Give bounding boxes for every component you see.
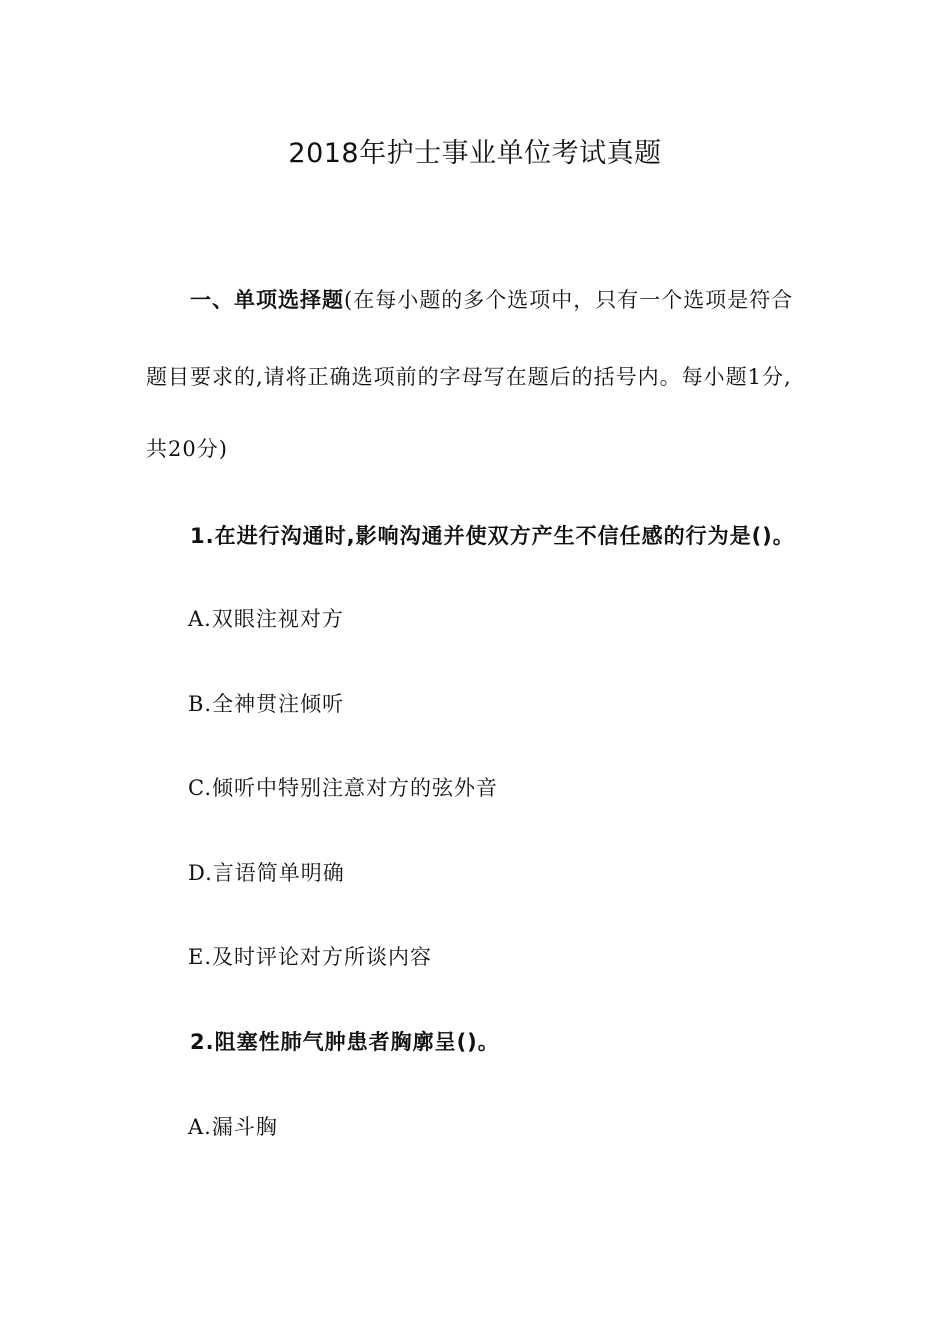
question-1-option-d: D.言语简单明确: [188, 861, 345, 885]
question-1-option-b: B.全神贯注倾听: [188, 692, 345, 716]
section-intro-line-1: [190, 285, 793, 315]
question-1-option-e: E.及时评论对方所谈内容: [188, 945, 433, 969]
section-instruction-part-3: 共20分): [146, 437, 228, 461]
section-instruction-part-2: 题目要求的,请将正确选项前的字母写在题后的括号内。每小题1分,: [146, 365, 792, 389]
section-instruction-part-1: (在每小题的多个选项中，只有一个选项是符合: [344, 288, 794, 312]
section-heading: 一、单项选择题: [190, 288, 344, 312]
question-1-option-a: A.双眼注视对方: [188, 607, 344, 631]
question-2-option-a: A.漏斗胸: [188, 1115, 278, 1139]
question-1-stem: 1.在进行沟通时,影响沟通并使双方产生不信任感的行为是()。: [190, 524, 795, 548]
question-2-stem: 2.阻塞性肺气肿患者胸廓呈()。: [190, 1030, 500, 1054]
question-1-option-c: C.倾听中特别注意对方的弦外音: [188, 776, 498, 800]
page-title: 2018年护士事业单位考试真题: [288, 138, 662, 169]
